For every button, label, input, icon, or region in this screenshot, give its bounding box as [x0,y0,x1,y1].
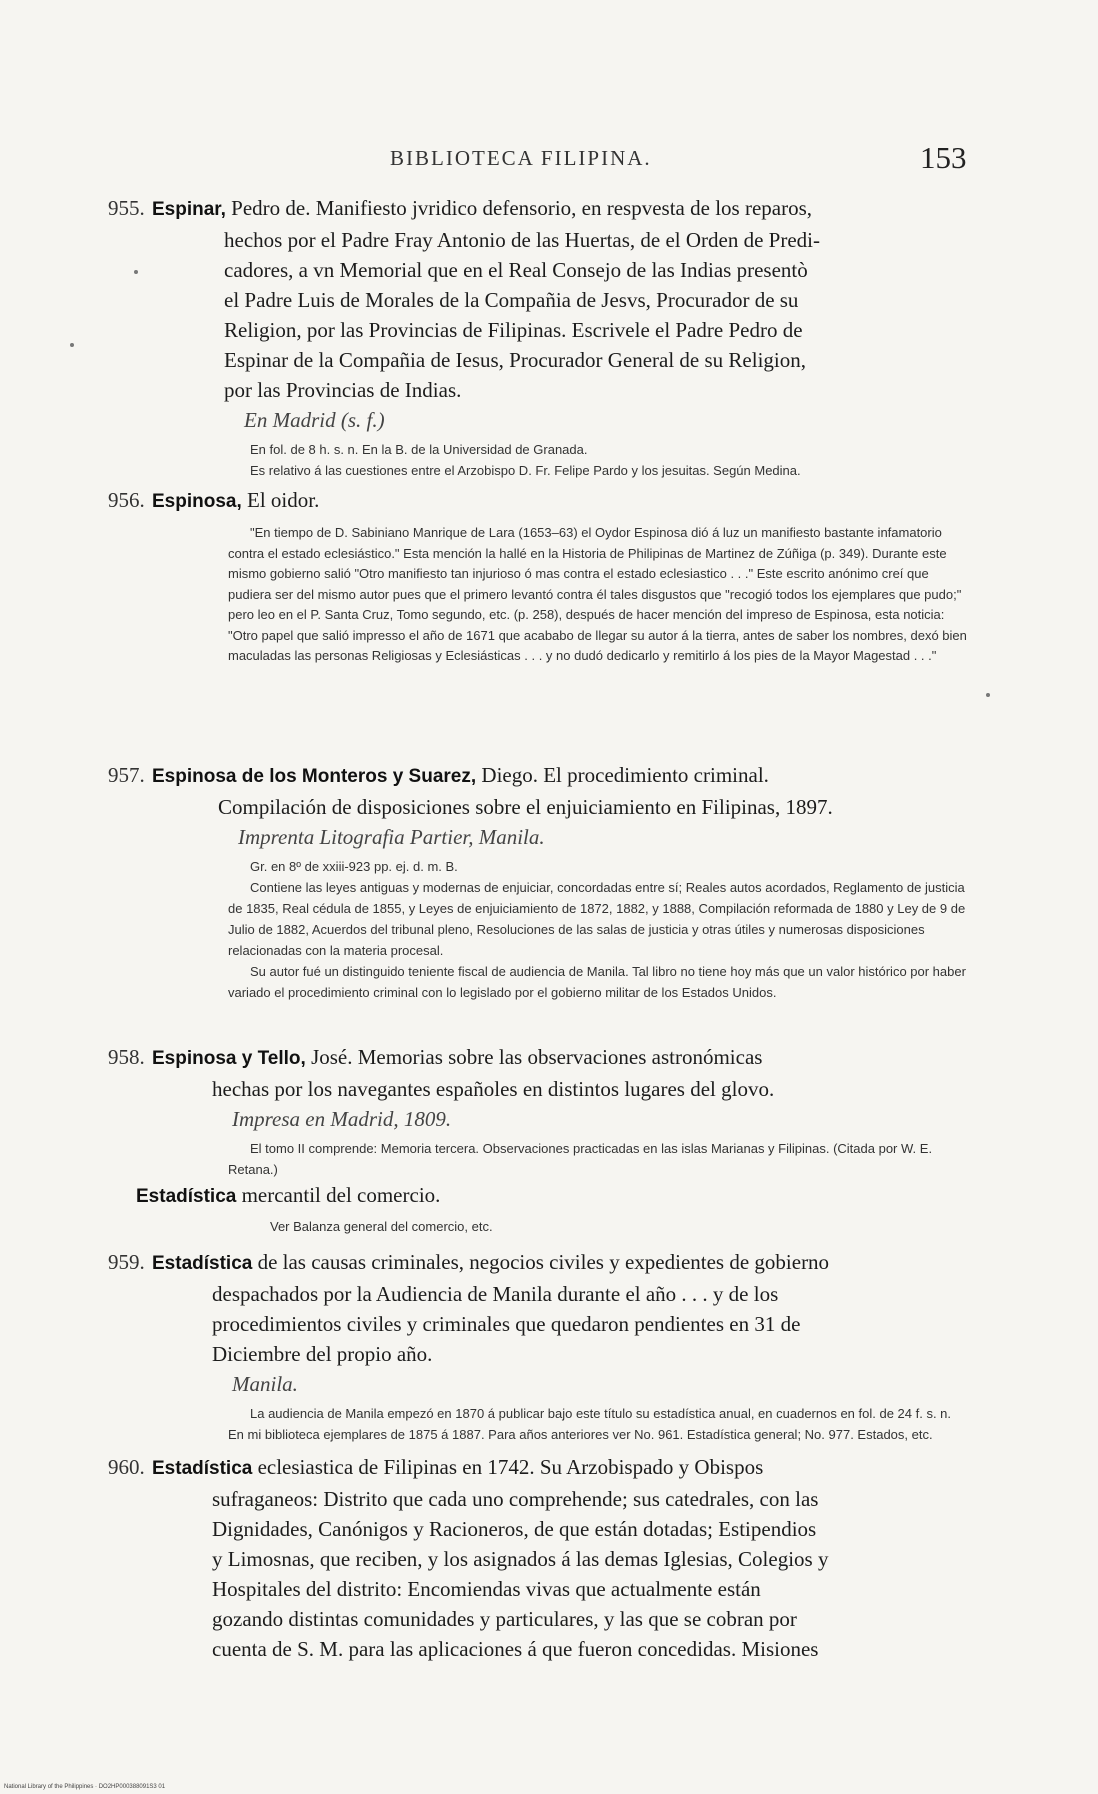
title-text: El oidor. [241,488,320,512]
author-name: Espinar, [152,199,226,220]
title-text: Pedro de. Manifiesto jvridico defensorio, en respvesta de los reparos, [225,196,813,220]
note-paragraph: El tomo II comprende: Memoria tercera. Observaciones practicadas en las islas Marianas y Filipinas. (Citada por W. E. Retana.) [228,1141,933,1177]
title-text: Diego. El procedimiento criminal. [476,763,769,787]
title-line: hechos por el Padre Fray Antonio de las Huertas, de el Orden de Predi- [224,228,820,252]
scan-credit: National Library of the Philippines · DO2HP000388091S3 01 [4,1784,166,1790]
note-paragraph: Su autor fué un distinguido teniente fiscal de audiencia de Manila. Tal libro no tiene hoy más que un valor histórico por haber variado el procedimiento criminal con lo legislado por el gobierno militar de los Estados Unidos. [228,964,966,1000]
entry-960 [108,1452,968,1664]
note-paragraph: "En tiempo de D. Sabiniano Manrique de Lara (1653–63) el Oydor Espinosa dió á luz un manifiesto bastante infamatorio contra el estado eclesiástico." Esta mención la hallé en la Historia de Philipinas de Martinez de Zúñiga (p. 349). Durante este mismo gobierno salió "Otro manifiesto tan injurioso ó mas contra el estado eclesiastico . . ." Este escrito anónimo creí que pudiera ser del mismo autor pues que el primero levantó contra él tales disgustos que "recogió todos los ejemplares que pudo;" pero leo en el P. Santa Cruz, Tomo segundo, etc. (p. 258), después de hacer mención del impreso de Espinosa, esta noticia: "Otro papel que salió impresso el año de 1671 que acababo de llegar su autor á la tierra, antes de saber los nombres, dexó bien maculadas las personas Religiosas y Eclesiásticas . . . y no dudó dedicarlo y remitirlo á los pies de la Mayor Magestad . . ." [228,525,967,663]
entry-956 [108,485,968,667]
title-line: hechas por los navegantes españoles en distintos lugares del glovo. [212,1077,775,1101]
note-paragraph: Contiene las leyes antiguas y modernas de enjuiciar, concordadas entre sí; Reales autos acordados, Reglamento de justicia de 1835, Real cédula de 1855, y Leyes de enjuiciamiento de 1872, 1882, y 1888, Compilación reformada de 1880 y Ley de 9 de Julio de 1882, Acuerdos del tribunal pleno, Resoluciones de las salas de justicia y otras útiles y numerosas disposiciones relacionadas con la materia procesal. [228,880,966,958]
print-speck [986,693,990,697]
notes [136,1216,996,1237]
author-name: Estadística [152,1458,253,1479]
print-speck [70,343,74,347]
title-line: Espinar de la Compañia de Iesus, Procurador General de su Religion, [224,348,807,372]
imprint: Imprenta Litografia Partier, Manila. [238,825,545,849]
title-continuation [108,792,968,852]
notes [108,523,968,667]
title-line: Hospitales del distrito: Encomiendas vivas que actualmente están [212,1577,761,1601]
title-continuation [108,1484,968,1664]
title-text: eclesiastica de Filipinas en 1742. Su Arzobispado y Obispos [252,1455,764,1479]
title-line: Diciembre del propio año. [212,1342,433,1366]
notes [108,1403,968,1445]
title-line: cuenta de S. M. para las aplicaciones á que fueron concedidas. Misiones [212,1637,819,1661]
author-name: Estadística [152,1253,253,1274]
entry-959 [108,1247,968,1445]
entry-heading [108,760,968,792]
title-continuation [108,225,968,435]
title-continuation [108,1279,968,1399]
title-line: Religion, por las Provincias de Filipinas. Escrivele el Padre Pedro de [224,318,803,342]
entry-number: 960. [108,1455,145,1479]
imprint: Impresa en Madrid, 1809. [232,1107,452,1131]
author-name: Espinosa, [152,491,242,512]
notes [108,856,968,1003]
entry-number: 959. [108,1250,145,1274]
title-line: por las Provincias de Indias. [224,378,462,402]
entry-957 [108,760,968,1003]
entry-955 [108,193,968,481]
entry-estadistica-mercantil [136,1180,996,1237]
entry-heading [108,1452,968,1484]
title-line: procedimientos civiles y criminales que quedaron pendientes en 31 de [212,1312,801,1336]
title-line: despachados por la Audiencia de Manila durante el año . . . y de los [212,1282,779,1306]
entry-heading [108,193,968,225]
notes [108,439,968,481]
entry-number: 955. [108,196,145,220]
title-text: mercantil del comercio. [236,1183,441,1207]
title-line: Dignidades, Canónigos y Racioneros, de que están dotadas; Estipendios [212,1517,817,1541]
author-name: Espinosa y Tello, [152,1048,306,1069]
note-paragraph: Gr. en 8º de xxiii-923 pp. ej. d. m. B. [250,859,458,874]
imprint: Manila. [232,1372,298,1396]
imprint: En Madrid (s. f.) [244,408,385,432]
title-line: sufraganeos: Distrito que cada uno comprehende; sus catedrales, con las [212,1487,819,1511]
entry-heading [108,485,968,517]
title-line: el Padre Luis de Morales de la Compañia de Jesvs, Procurador de su [224,288,799,312]
note-paragraph: En fol. de 8 h. s. n. En la B. de la Universidad de Granada. [250,442,588,457]
title-line: cadores, a vn Memorial que en el Real Consejo de las Indias presentò [224,258,808,282]
title-text: de las causas criminales, negocios civiles y expedientes de gobierno [252,1250,830,1274]
notes [108,1138,968,1180]
print-speck [134,270,138,274]
page-header [0,140,1098,180]
running-title: BIBLIOTECA FILIPINA. [390,146,652,170]
entry-958 [108,1042,968,1180]
entry-number: 956. [108,488,145,512]
page-number: 153 [920,140,967,175]
title-line: gozando distintas comunidades y particulares, y las que se cobran por [212,1607,797,1631]
note-paragraph: La audiencia de Manila empezó en 1870 á publicar bajo este título su estadística anual, en cuadernos en fol. de 24 f. s. n. En mi biblioteca ejemplares de 1875 á 1887. Para años anteriores ver No. 961. Estadística general; No. 977. Estados, etc. [228,1406,952,1442]
note-paragraph: Es relativo á las cuestiones entre el Arzobispo D. Fr. Felipe Pardo y los jesuitas. Según Medina. [250,463,801,478]
author-name: Espinosa de los Monteros y Suarez, [152,766,477,787]
entry-heading [108,1042,968,1074]
title-line: Compilación de disposiciones sobre el enjuiciamiento en Filipinas, 1897. [218,795,833,819]
entry-number: 958. [108,1045,145,1069]
title-continuation [108,1074,968,1134]
title-text: José. Memorias sobre las observaciones astronómicas [305,1045,763,1069]
title-line: y Limosnas, que reciben, y los asignados á las demas Iglesias, Colegios y [212,1547,829,1571]
entry-heading [108,1247,968,1279]
entry-number: 957. [108,763,145,787]
note-paragraph: Ver Balanza general del comercio, etc. [270,1219,493,1234]
author-name: Estadística [136,1186,237,1207]
entry-heading [136,1180,996,1212]
